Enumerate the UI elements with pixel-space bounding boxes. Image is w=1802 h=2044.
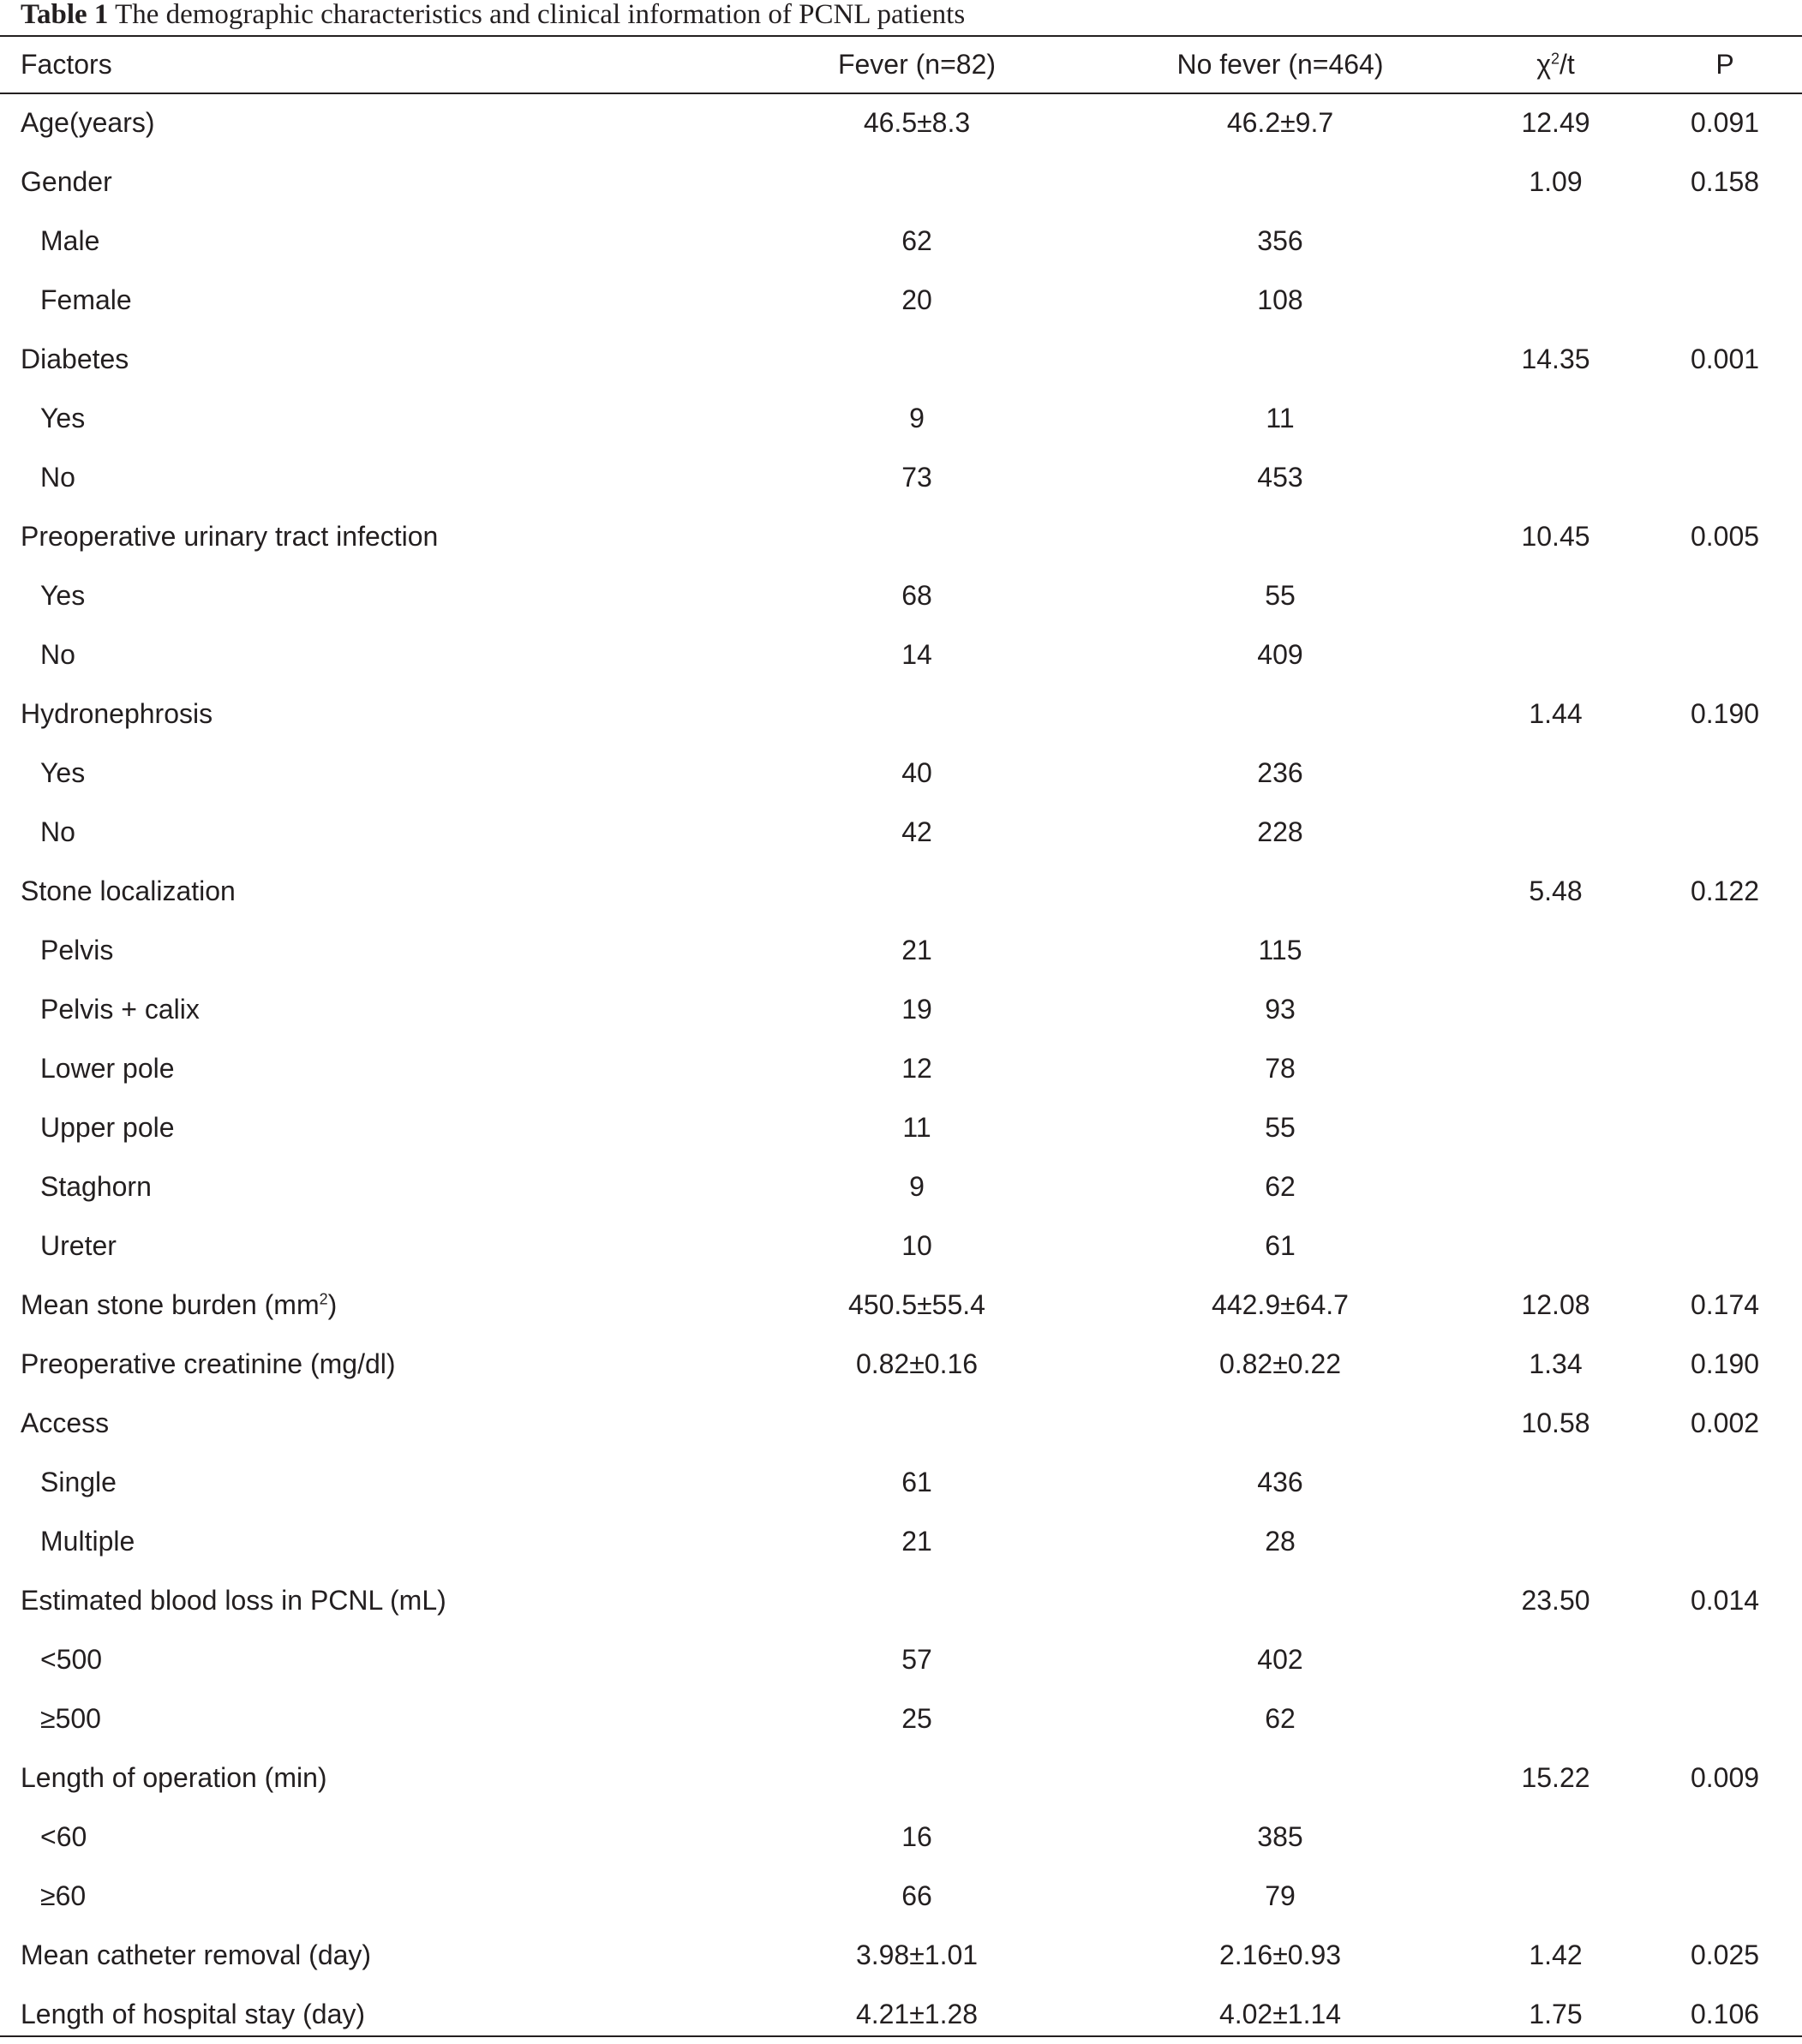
statistic-value [1464, 625, 1648, 684]
p-value [1648, 1039, 1802, 1098]
row-label [0, 1276, 737, 1335]
row-label-text: <60 [40, 1821, 87, 1852]
table-row [0, 152, 1802, 212]
p-value [1648, 1867, 1802, 1926]
statistic-value [1464, 1867, 1648, 1926]
fever-value [737, 1571, 1097, 1630]
p-value [1648, 1808, 1802, 1867]
row-label-text: Mean stone burden (mm [21, 1289, 320, 1320]
data-table [0, 37, 1802, 2044]
header-factors: Factors [21, 49, 112, 80]
no-fever-value [1097, 1571, 1464, 1630]
fever-value: 20 [901, 284, 932, 315]
table-row [0, 566, 1802, 625]
p-value [1648, 389, 1802, 448]
statistic-value [1464, 921, 1648, 980]
header-statistic-sup: 2 [1551, 50, 1560, 68]
table-row [0, 744, 1802, 803]
row-label-text: Estimated blood loss in PCNL (mL) [21, 1585, 446, 1616]
table-row [0, 1453, 1802, 1512]
p-value: 0.190 [1690, 698, 1760, 729]
table-row [0, 271, 1802, 330]
row-label-text: Hydronephrosis [21, 698, 213, 729]
table-row [0, 448, 1802, 507]
p-value [1648, 921, 1802, 980]
statistic-value: 10.58 [1521, 1407, 1590, 1438]
fever-value: 73 [901, 462, 932, 493]
no-fever-value: 62 [1265, 1703, 1296, 1734]
no-fever-value: 453 [1257, 462, 1303, 493]
row-label [0, 93, 737, 152]
statistic-value [1464, 1453, 1648, 1512]
table-row [0, 1394, 1802, 1453]
statistic-value [1464, 1630, 1648, 1689]
p-value [1648, 625, 1802, 684]
table-row [0, 1571, 1802, 1630]
fever-value: 10 [901, 1230, 932, 1261]
no-fever-value: 2.16±0.93 [1218, 1939, 1342, 1970]
statistic-value: 14.35 [1521, 344, 1590, 374]
header-statistic-rest: /t [1560, 49, 1575, 80]
table-row [0, 93, 1802, 152]
no-fever-value: 46.2±9.7 [1226, 107, 1334, 138]
row-label-text: Male [40, 225, 100, 256]
table-row [0, 1867, 1802, 1926]
fever-value: 25 [901, 1703, 932, 1734]
statistic-value: 5.48 [1529, 876, 1583, 906]
p-value [1648, 448, 1802, 507]
row-label [0, 389, 737, 448]
p-value [1648, 271, 1802, 330]
no-fever-value: 93 [1265, 994, 1296, 1025]
no-fever-value [1097, 330, 1464, 389]
row-label-text: Single [40, 1467, 117, 1497]
row-label [0, 625, 737, 684]
table-body [0, 93, 1802, 2044]
statistic-value: 12.08 [1521, 1289, 1590, 1320]
no-fever-value: 79 [1265, 1880, 1296, 1911]
fever-value: 450.5±55.4 [848, 1289, 985, 1320]
statistic-value [1464, 1808, 1648, 1867]
fever-value: 46.5±8.3 [863, 107, 971, 138]
row-label [0, 1216, 737, 1276]
fever-value: 12 [901, 1053, 932, 1084]
statistic-value: 1.09 [1529, 166, 1583, 197]
no-fever-value [1097, 1748, 1464, 1808]
p-value [1648, 212, 1802, 271]
row-label [0, 1571, 737, 1630]
table-row [0, 625, 1802, 684]
row-label-text: Ureter [40, 1230, 117, 1261]
statistic-value [1464, 389, 1648, 448]
row-label-text: Length of hospital stay (day) [21, 1999, 366, 2029]
no-fever-value: 442.9±64.7 [1212, 1289, 1349, 1320]
row-label-text: Yes [40, 757, 86, 788]
table-row [0, 980, 1802, 1039]
table-row [0, 1157, 1802, 1216]
table-row [0, 507, 1802, 566]
fever-value: 0.82±0.16 [855, 1348, 979, 1379]
p-value [1648, 1689, 1802, 1748]
no-fever-value: 236 [1257, 757, 1303, 788]
row-label-text: No [40, 639, 75, 670]
row-label [0, 1335, 737, 1394]
fever-value: 9 [909, 1171, 925, 1202]
row-label-text: Lower pole [40, 1053, 175, 1084]
fever-value [737, 152, 1097, 212]
statistic-value [1464, 980, 1648, 1039]
p-value: 0.025 [1690, 1939, 1760, 1970]
p-value: 0.106 [1690, 1999, 1760, 2029]
row-label [0, 1394, 737, 1453]
header-no-fever: No fever (n=464) [1176, 49, 1384, 80]
no-fever-value: 402 [1257, 1644, 1303, 1675]
row-label-text: Diabetes [21, 344, 129, 374]
statistic-value [1464, 212, 1648, 271]
no-fever-value: 4.02±1.14 [1218, 1999, 1342, 2029]
no-fever-value: 108 [1257, 284, 1303, 315]
row-label [0, 566, 737, 625]
statistic-value [1464, 1216, 1648, 1276]
statistic-value [1464, 566, 1648, 625]
row-label-text: Stone localization [21, 876, 236, 906]
header-rule [0, 93, 1802, 94]
fever-value: 62 [901, 225, 932, 256]
no-fever-value: 115 [1258, 935, 1302, 965]
no-fever-value: 409 [1257, 639, 1303, 670]
header-row [0, 37, 1802, 93]
p-value [1648, 1453, 1802, 1512]
p-value: 0.001 [1690, 344, 1760, 374]
statistic-value: 23.50 [1521, 1585, 1590, 1616]
table-row [0, 1098, 1802, 1157]
p-value [1648, 1098, 1802, 1157]
row-label-tail: ) [327, 1289, 338, 1320]
row-label-text: ≥500 [40, 1703, 101, 1734]
no-fever-value [1097, 507, 1464, 566]
fever-value: 21 [901, 1526, 932, 1557]
fever-value [737, 684, 1097, 744]
row-label [0, 1748, 737, 1808]
fever-value: 40 [901, 757, 932, 788]
row-label-text: Yes [40, 580, 86, 611]
row-label-text: Mean catheter removal (day) [21, 1939, 372, 1970]
fever-value: 9 [909, 403, 925, 433]
row-label-text: Length of operation (min) [21, 1762, 327, 1793]
p-value [1648, 1157, 1802, 1216]
row-label [0, 1926, 737, 1985]
fever-value [737, 1394, 1097, 1453]
table-row [0, 803, 1802, 862]
row-label [0, 330, 737, 389]
row-label [0, 1512, 737, 1571]
statistic-value: 10.45 [1521, 521, 1590, 552]
row-label [0, 1039, 737, 1098]
statistic-value: 1.34 [1529, 1348, 1583, 1379]
p-value: 0.009 [1690, 1762, 1760, 1793]
table-caption [21, 0, 965, 33]
no-fever-value: 436 [1257, 1467, 1303, 1497]
row-label [0, 1808, 737, 1867]
statistic-value: 12.49 [1521, 107, 1590, 138]
row-label [0, 1157, 737, 1216]
no-fever-value: 385 [1257, 1821, 1303, 1852]
no-fever-value: 55 [1265, 580, 1296, 611]
fever-value: 21 [901, 935, 932, 965]
fever-value [737, 330, 1097, 389]
no-fever-value: 228 [1257, 816, 1303, 847]
statistic-value [1464, 1689, 1648, 1748]
row-label-sup: 2 [319, 1290, 328, 1308]
fever-value: 57 [901, 1644, 932, 1675]
no-fever-value [1097, 152, 1464, 212]
fever-value [737, 862, 1097, 921]
table-row [0, 862, 1802, 921]
row-label-text: Preoperative creatinine (mg/dl) [21, 1348, 396, 1379]
fever-value: 14 [901, 639, 932, 670]
table-row [0, 389, 1802, 448]
no-fever-value [1097, 1394, 1464, 1453]
row-label [0, 448, 737, 507]
row-label [0, 507, 737, 566]
row-label-text: ≥60 [40, 1880, 87, 1911]
no-fever-value: 11 [1266, 403, 1295, 433]
row-label [0, 1689, 737, 1748]
row-label-text: Age(years) [21, 107, 155, 138]
no-fever-value: 356 [1257, 225, 1303, 256]
no-fever-value: 62 [1265, 1171, 1296, 1202]
no-fever-value: 78 [1265, 1053, 1296, 1084]
row-label [0, 152, 737, 212]
p-value [1648, 744, 1802, 803]
row-label-text: No [40, 462, 75, 493]
statistic-value: 1.75 [1529, 1999, 1583, 2029]
row-label [0, 1098, 737, 1157]
row-label-text: Access [21, 1407, 110, 1438]
fever-value: 3.98±1.01 [855, 1939, 979, 1970]
no-fever-value: 28 [1265, 1526, 1296, 1557]
fever-value: 11 [902, 1112, 931, 1143]
fever-value: 19 [901, 994, 932, 1025]
statistic-value [1464, 1039, 1648, 1098]
statistic-value [1464, 1098, 1648, 1157]
p-value: 0.014 [1690, 1585, 1760, 1616]
statistic-value [1464, 803, 1648, 862]
row-label-text: Multiple [40, 1526, 135, 1557]
table-row [0, 1808, 1802, 1867]
row-label [0, 1630, 737, 1689]
table-row [0, 1335, 1802, 1394]
row-label [0, 1867, 737, 1926]
table-row [0, 684, 1802, 744]
table-caption-label: Table 1 [21, 0, 109, 30]
p-value [1648, 803, 1802, 862]
p-value: 0.174 [1690, 1289, 1760, 1320]
p-value [1648, 1630, 1802, 1689]
table-row [0, 1039, 1802, 1098]
no-fever-value [1097, 862, 1464, 921]
no-fever-value [1097, 684, 1464, 744]
p-value [1648, 566, 1802, 625]
row-label [0, 744, 737, 803]
fever-value: 68 [901, 580, 932, 611]
row-label-text: Pelvis + calix [40, 994, 200, 1025]
row-label [0, 921, 737, 980]
statistic-value: 15.22 [1521, 1762, 1590, 1793]
statistic-value [1464, 1512, 1648, 1571]
row-label [0, 271, 737, 330]
fever-value [737, 1748, 1097, 1808]
table-caption-text: The demographic characteristics and clinical information of PCNL patients [115, 0, 966, 30]
statistic-value [1464, 448, 1648, 507]
header-p-value: P [1715, 49, 1734, 80]
row-label-text: Staghorn [40, 1171, 152, 1202]
no-fever-value: 61 [1265, 1230, 1296, 1261]
row-label [0, 980, 737, 1039]
table-row [0, 1216, 1802, 1276]
table-row [0, 212, 1802, 271]
table-row [0, 1276, 1802, 1335]
table-row [0, 330, 1802, 389]
fever-value: 4.21±1.28 [855, 1999, 979, 2029]
bottom-rule [0, 2035, 1802, 2037]
p-value: 0.005 [1690, 521, 1760, 552]
table-row [0, 1926, 1802, 1985]
table-row [0, 1512, 1802, 1571]
table-row [0, 1748, 1802, 1808]
statistic-value [1464, 744, 1648, 803]
table-row [0, 921, 1802, 980]
fever-value [737, 507, 1097, 566]
row-label-text: Pelvis [40, 935, 114, 965]
row-label-text: <500 [40, 1644, 103, 1675]
header-fever: Fever (n=82) [837, 49, 997, 80]
row-label-text: Gender [21, 166, 112, 197]
no-fever-value: 0.82±0.22 [1218, 1348, 1342, 1379]
p-value [1648, 1216, 1802, 1276]
p-value: 0.190 [1690, 1348, 1760, 1379]
fever-value: 16 [901, 1821, 932, 1852]
row-label [0, 212, 737, 271]
fever-value: 61 [901, 1467, 932, 1497]
table-row [0, 1630, 1802, 1689]
row-label [0, 862, 737, 921]
p-value [1648, 980, 1802, 1039]
row-label-text: No [40, 816, 75, 847]
p-value: 0.091 [1690, 107, 1760, 138]
table-header [0, 37, 1802, 93]
row-label-text: Upper pole [40, 1112, 175, 1143]
statistic-value [1464, 271, 1648, 330]
p-value [1648, 1512, 1802, 1571]
statistic-value [1464, 1157, 1648, 1216]
row-label-text: Female [40, 284, 132, 315]
statistic-value: 1.44 [1529, 698, 1583, 729]
header-statistic-chi: χ [1536, 49, 1551, 80]
p-value: 0.158 [1690, 166, 1760, 197]
row-label [0, 803, 737, 862]
no-fever-value: 55 [1265, 1112, 1296, 1143]
header-statistic [1464, 37, 1648, 93]
row-label-text: Yes [40, 403, 86, 433]
p-value: 0.002 [1690, 1407, 1760, 1438]
statistic-value: 1.42 [1529, 1939, 1583, 1970]
table-row [0, 1689, 1802, 1748]
fever-value: 42 [901, 816, 932, 847]
row-label [0, 1453, 737, 1512]
row-label-text: Preoperative urinary tract infection [21, 521, 439, 552]
row-label [0, 684, 737, 744]
fever-value: 66 [901, 1880, 932, 1911]
p-value: 0.122 [1690, 876, 1760, 906]
